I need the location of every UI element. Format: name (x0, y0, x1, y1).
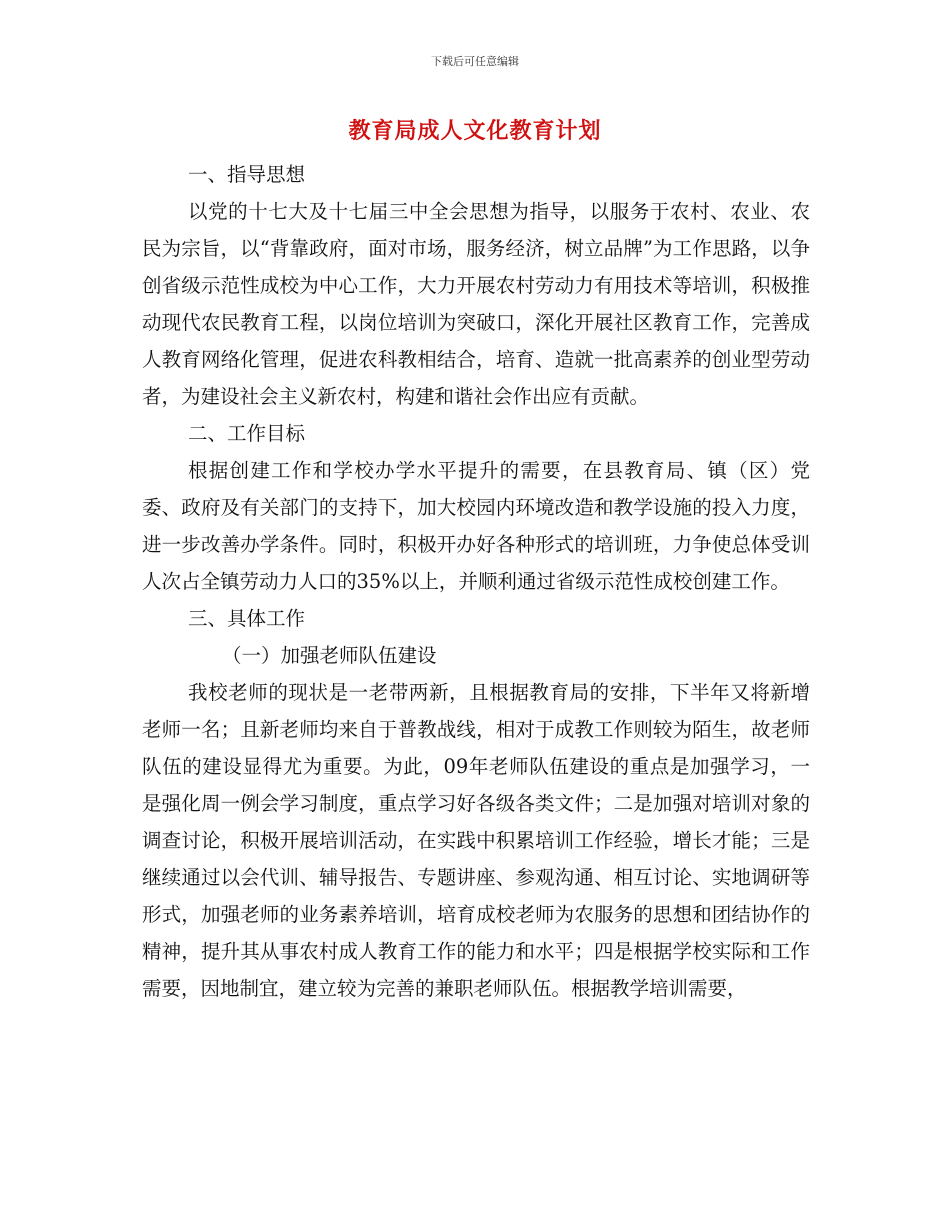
page-header-note: 下载后可任意编辑 (431, 55, 519, 68)
section-heading-guiding-ideology: 一、指导思想 (188, 163, 306, 186)
section-heading-work-goals: 二、工作目标 (188, 422, 306, 445)
paragraph-teacher-team: 我校老师的现状是一老带两新，且根据教育局的安排，下半年又将新增老师一名；且新老师均来自于普教战线，相对于成教工作则较为陌生，故老师队伍的建设显得尤为重要。为此，09年老师队伍建设的重点是加强学习，一是强化周一例会学习制度，重点学习好各级各类文件；二是加强对培训对象的调查讨论，积极开展培训活动，在实践中积累培训工作经验，增长才能；三是继续通过以会代训、辅导报告、专题讲座、参观沟通、相互讨论、实地调研等形式，加强老师的业务素养培训，培育成校老师为农服务的思想和团结协作的精神，提升其从事农村成人教育工作的能力和水平；四是根据学校实际和工作需要，因地制宜，建立较为完善的兼职老师队伍。根据教学培训需要， (142, 681, 810, 1000)
paragraph-work-goals: 根据创建工作和学校办学水平提升的需要，在县教育局、镇（区）党委、政府及有关部门的支持下，加大校园内环境改造和教学设施的投入力度，进一步改善办学条件。同时，积极开办好各种形式的培训班，力争使总体受训人次占全镇劳动力人口的35%以上，并顺利通过省级示范性成校创建工作。 (142, 459, 810, 593)
section-heading-specific-work: 三、具体工作 (188, 607, 306, 630)
paragraph-guiding-ideology: 以党的十七大及十七届三中全会思想为指导，以服务于农村、农业、农民为宗旨，以“背靠政府，面对市场，服务经济，树立品牌”为工作思路，以争创省级示范性成校为中心工作，大力开展农村劳动力有用技术等培训，积极推动现代农民教育工程，以岗位培训为突破口，深化开展社区教育工作，完善成人教育网络化管理，促进农科教相结合，培育、造就一批高素养的创业型劳动者，为建设社会主义新农村，构建和谐社会作出应有贡献。 (142, 200, 810, 408)
document-title: 教育局成人文化教育计划 (348, 118, 602, 144)
document-body (142, 156, 810, 1007)
subsection-heading-teacher-team: （一）加强老师队伍建设 (222, 644, 437, 667)
